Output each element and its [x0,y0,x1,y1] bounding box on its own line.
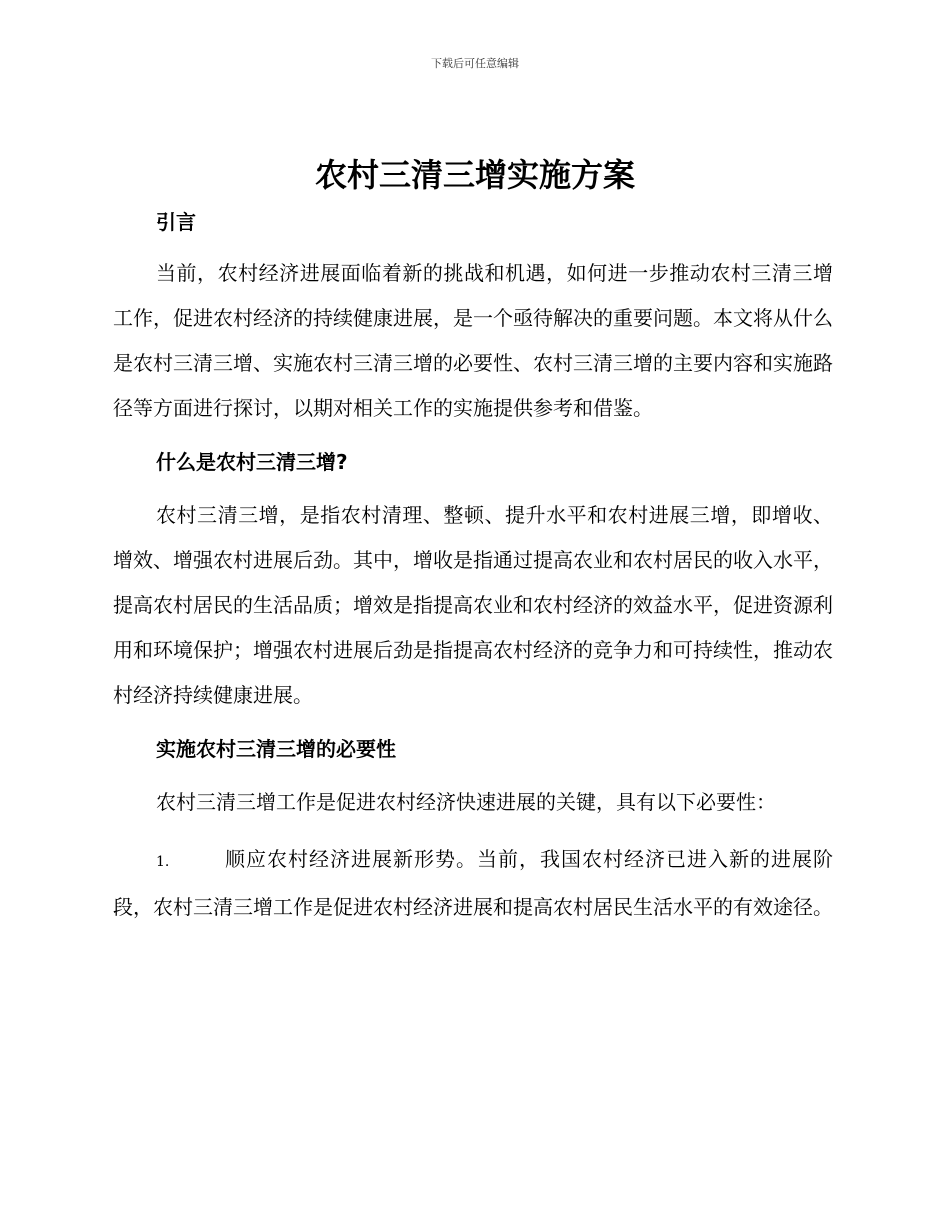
section-body-intro: 当前，农村经济进展面临着新的挑战和机遇，如何进一步推动农村三清三增工作，促进农村经济的持续健康进展，是一个亟待解决的重要问题。本文将从什么是农村三清三增、实施农村三清三增的必要性、农村三清三增的主要内容和实施路径等方面进行探讨，以期对相关工作的实施提供参考和借鉴。 [113,261,833,420]
document-title: 农村三清三增实施方案 [314,156,635,194]
section-body-what: 农村三清三增，是指农村清理、整顿、提升水平和农村进展三增，即增收、增效、增强农村进展后劲。其中，增收是指通过提高农业和农村居民的收入水平，提高农村居民的生活品质；增效是指提高农业和农村经济的效益水平，促进资源利用和环境保护；增强农村进展后劲是指提高农村经济的竞争力和可持续性，推动农村经济持续健康进展。 [113,503,833,707]
section-heading-intro: 引言 [156,210,196,234]
section-heading-necessity: 实施农村三清三增的必要性 [156,737,396,761]
section-body-necessity: 农村三清三增工作是促进农村经济快速进展的关键，具有以下必要性： [156,790,776,814]
list-item-text: 顺应农村经济进展新形势。当前，我国农村经济已进入新的进展阶段，农村三清三增工作是促进农村经济进展和提高农村居民生活水平的有效途径。 [113,847,833,919]
document-body [113,203,833,930]
list-item-number: 1. [156,854,170,870]
list-item [113,837,833,930]
header-note: 下载后可任意编辑 [431,57,519,70]
section-heading-what: 什么是农村三清三增? [156,450,348,474]
